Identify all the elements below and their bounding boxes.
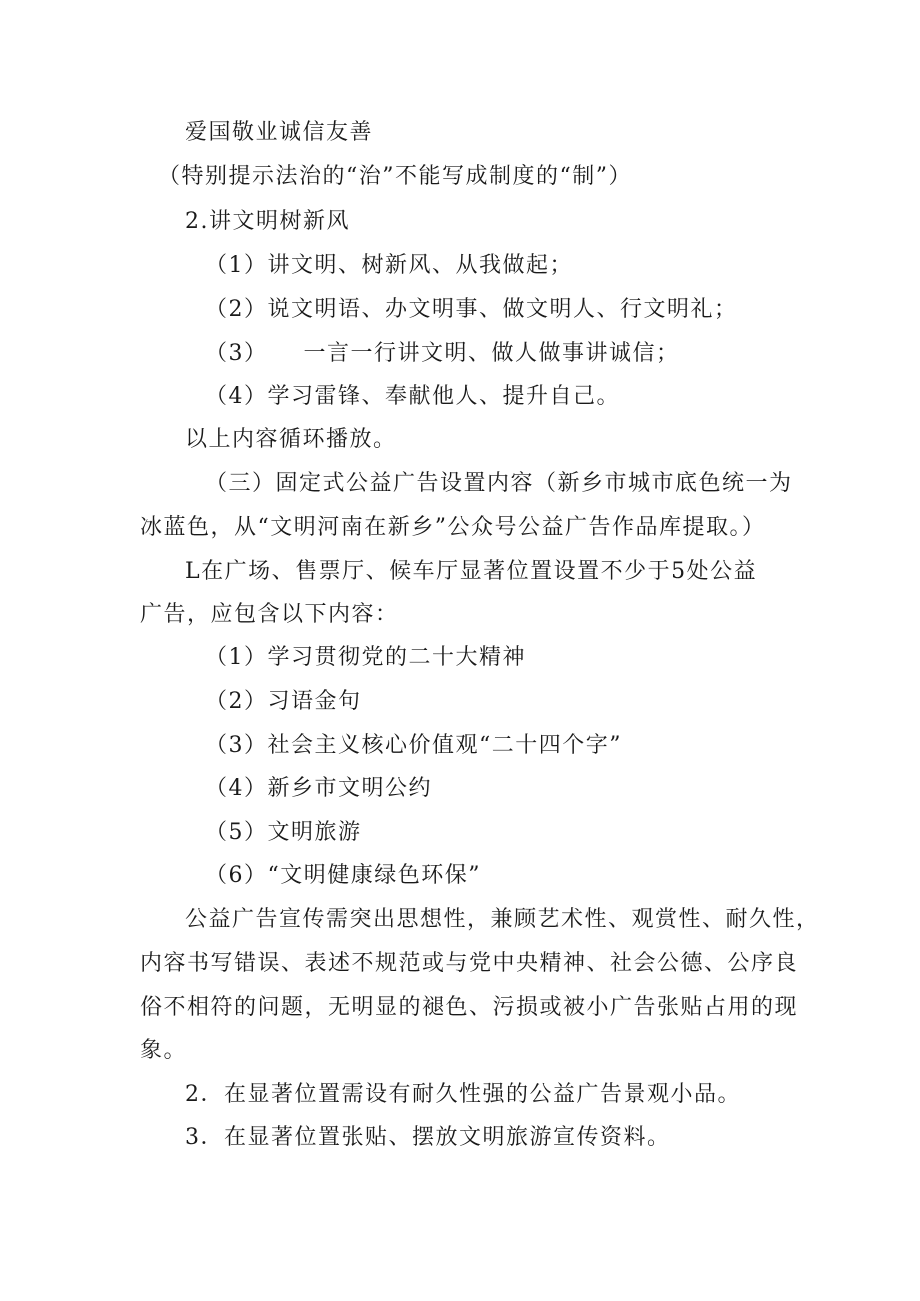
list-item: （3）社会主义核心价值观“二十四个字” <box>205 733 622 758</box>
list-item: （5）文明旅游 <box>205 820 362 845</box>
paragraph-line: 俗不相符的问题，无明显的褪色、污损或被小广告张贴占用的现 <box>140 995 799 1020</box>
text-line-values: 爱国敬业诚信友善 <box>185 120 374 145</box>
section-heading-3: （三）固定式公益广告设置内容（新乡市城市底色统一为 <box>205 471 793 496</box>
text-line-note: （特别提示法治的“治”不能写成制度的“制”） <box>158 164 632 189</box>
list-item: （2）习语金句 <box>205 689 362 714</box>
paragraph-line: 2．在显著位置需设有耐久性强的公益广告景观小品。 <box>185 1082 741 1107</box>
section-heading-2: 2.讲文明树新风 <box>185 209 350 234</box>
paragraph-line: 象。 <box>140 1038 188 1063</box>
paragraph-line: L在广场、售票厅、候车厅显著位置设置不少于5处公益 <box>185 559 758 584</box>
list-item: （4）学习雷锋、奉献他人、提升自己。 <box>205 384 620 409</box>
list-item: （4）新乡市文明公约 <box>205 776 432 801</box>
list-item: （3） 一言一行讲文明、做人做事讲诚信； <box>205 341 680 366</box>
paragraph-line: 3．在显著位置张贴、摆放文明旅游宣传资料。 <box>185 1125 671 1150</box>
list-item: （6）“文明健康绿色环保” <box>205 863 481 888</box>
list-item: （2）说文明语、办文明事、做文明人、行文明礼； <box>205 297 738 322</box>
list-item: （1）学习贯彻党的二十大精神 <box>205 645 526 670</box>
text-line-loop: 以上内容循环播放。 <box>185 427 397 452</box>
paragraph-line: 公益广告宣传需突出思想性，兼顾艺术性、观赏性、耐久性， <box>185 907 820 932</box>
paragraph-line: 内容书写错误、表述不规范或与党中央精神、社会公德、公序良 <box>140 951 799 976</box>
text-line: 冰蓝色，从“文明河南在新乡”公众号公益广告作品库提取。） <box>140 515 766 540</box>
list-item: （1）讲文明、树新风、从我做起； <box>205 253 573 278</box>
paragraph-line: 广告，应包含以下内容： <box>140 602 399 627</box>
